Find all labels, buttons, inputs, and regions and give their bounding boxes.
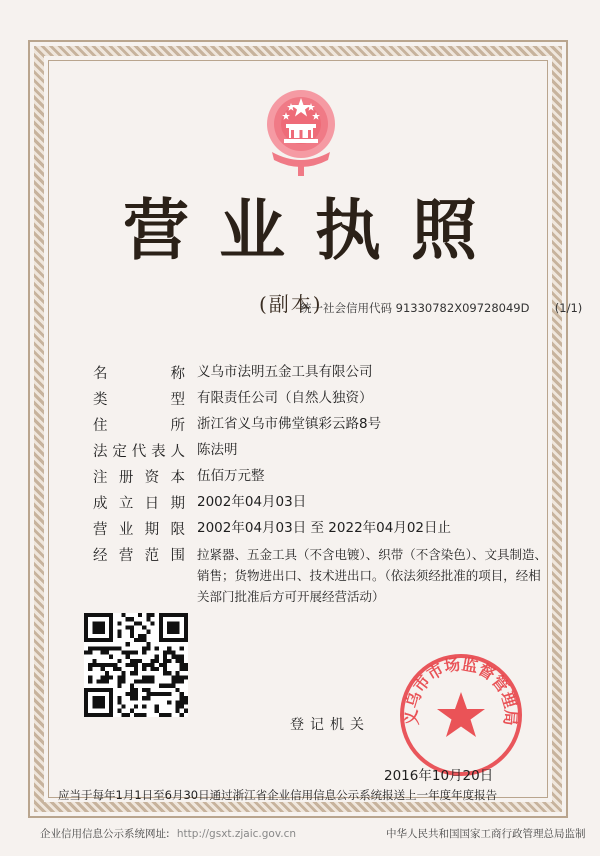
field-row-address [93,414,563,435]
field-row-term [93,518,563,539]
official-seal-icon [398,652,524,778]
issue-date: 2016年10月20日 [384,768,494,784]
field-label: 注 册 资 本 [93,470,185,486]
field-value-scope: 拉紧器、五金工具（不含电镀）、织带（不含染色）、文具制造、销售；货物进出口、技术进出口。（依法须经批准的项目，经相关部门批准后方可开展经营活动） [197,547,548,604]
seal-text: 义乌市市场监督管理局 [401,654,521,727]
field-row-scope [93,544,563,607]
footer-supervisor: 中华人民共和国国家工商行政管理总局监制 [386,828,586,840]
field-label: 类 型 [93,392,185,408]
field-label: 营 业 期 限 [93,522,185,538]
field-value-established: 2002年04月03日 [197,494,307,510]
license-subtitle: (副本) [259,292,323,316]
field-label: 住 所 [93,418,185,434]
field-row-established [93,492,563,513]
footer-website [40,826,296,841]
credit-code-value: 91330782X09728049D [395,301,530,315]
footer-website-url[interactable]: http://gsxt.zjaic.gov.cn [176,828,297,840]
credit-code-label: 统一社会信用代码 [300,301,392,315]
field-value-type: 有限责任公司（自然人独资） [197,390,373,406]
field-value-name: 义乌市法明五金工具有限公司 [197,364,373,380]
credit-code-line [300,300,582,316]
field-label: 名 称 [93,366,185,382]
field-label: 法 定 代 表 人 [93,444,185,460]
field-row-legal-rep [93,440,563,461]
field-row-name [93,362,563,383]
page-marker: (1/1) [554,301,583,315]
national-emblem-icon [262,82,340,182]
field-value-address: 浙江省义乌市佛堂镇彩云路8号 [197,416,382,432]
field-value-legal-rep: 陈法明 [197,442,238,458]
license-title: 营业执照 [123,191,507,269]
footer-website-label: 企业信用信息公示系统网址: [40,828,170,840]
qr-code[interactable] [84,613,188,717]
field-label: 成 立 日 期 [93,496,185,512]
field-value-term: 2002年04月03日 至 2022年04月02日止 [197,520,452,536]
field-row-capital [93,466,563,487]
annual-report-notice: 应当于每年1月1日至6月30日通过浙江省企业信用信息公示系统报送上一年度年度报告 [58,788,498,802]
field-label: 经 营 范 围 [93,548,185,564]
field-value-capital: 伍佰万元整 [197,468,265,484]
field-row-type [93,388,563,409]
registration-authority-label: 登记机关 [290,717,370,733]
